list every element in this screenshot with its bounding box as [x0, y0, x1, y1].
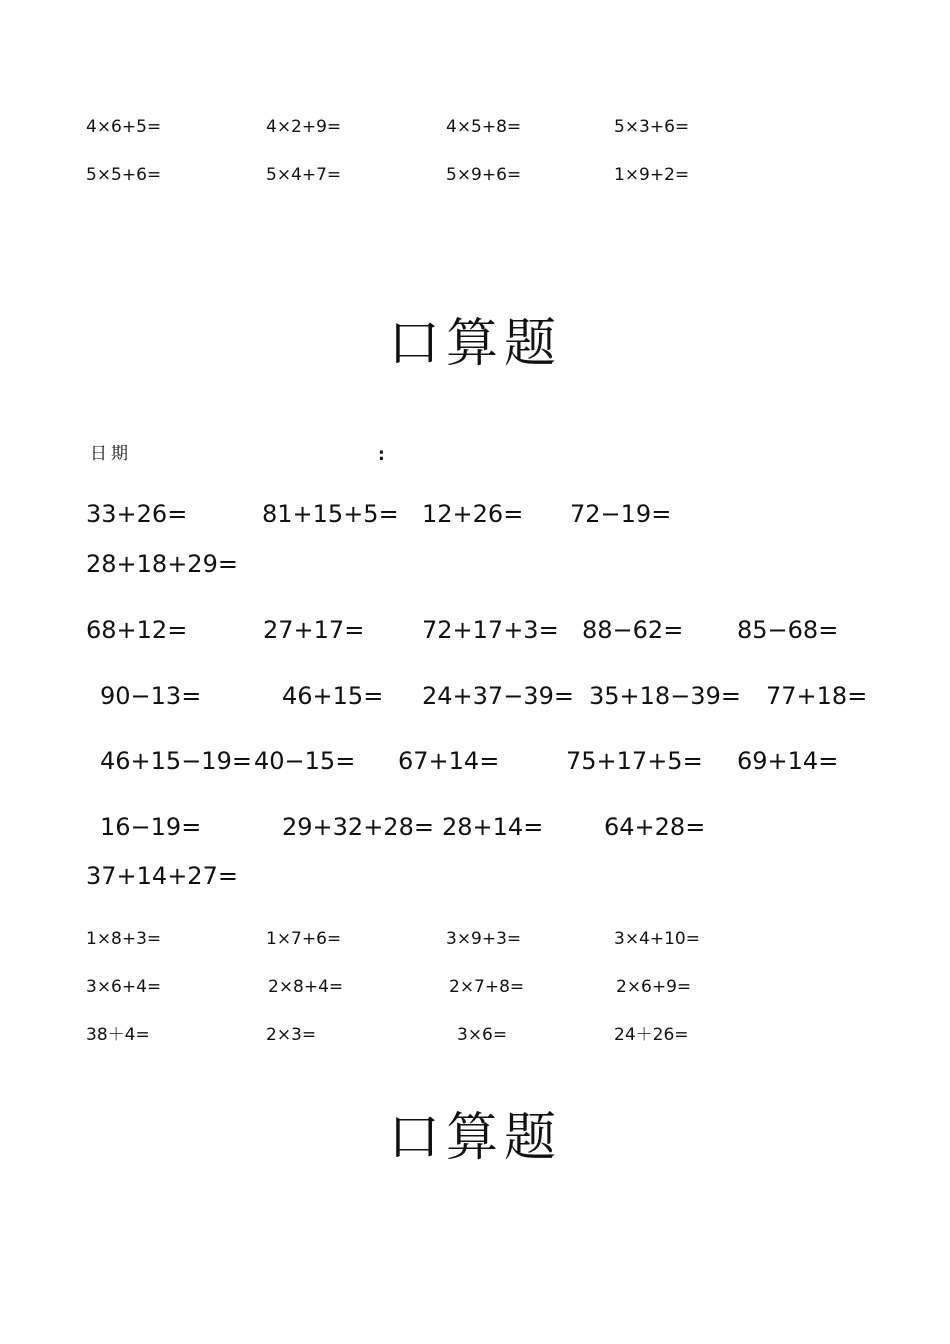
problem: 85−68=	[737, 616, 839, 644]
problem: 2×6+9=	[616, 977, 692, 997]
problem: 88−62=	[582, 616, 684, 644]
problem: 40−15=	[254, 747, 356, 775]
problem: 1×8+3=	[86, 929, 162, 949]
problem: 72−19=	[570, 500, 672, 528]
problem: 27+17=	[263, 616, 365, 644]
problem: 3×9+3=	[446, 929, 522, 949]
problem: 46+15=	[282, 682, 384, 710]
problem: 90−13=	[100, 682, 202, 710]
problem: 67+14=	[398, 747, 500, 775]
page-title-2: 口算题	[387, 1108, 562, 1168]
date-label: 日期	[90, 444, 132, 464]
date-colon: :	[378, 445, 385, 465]
problem: 28+18+29=	[86, 550, 238, 578]
problem: 5×3+6=	[614, 117, 690, 137]
problem: 69+14=	[737, 747, 839, 775]
problem: 16−19=	[100, 813, 202, 841]
problem: 33+26=	[86, 500, 188, 528]
page-title: 口算题	[387, 314, 562, 374]
problem: 5×5+6=	[86, 165, 162, 185]
problem: 24＋26=	[614, 1025, 689, 1045]
problem: 75+17+5=	[566, 747, 703, 775]
problem: 28+14=	[442, 813, 544, 841]
problem: 2×7+8=	[449, 977, 525, 997]
problem: 35+18−39=	[589, 682, 741, 710]
problem: 1×9+2=	[614, 165, 690, 185]
problem: 46+15−19=	[100, 747, 252, 775]
problem: 4×2+9=	[266, 117, 342, 137]
problem: 2×3=	[266, 1025, 317, 1045]
problem: 5×9+6=	[446, 165, 522, 185]
problem: 2×8+4=	[268, 977, 344, 997]
problem: 77+18=	[766, 682, 868, 710]
problem: 3×6+4=	[86, 977, 162, 997]
problem: 24+37−39=	[422, 682, 574, 710]
problem: 29+32+28=	[282, 813, 434, 841]
problem: 81+15+5=	[262, 500, 399, 528]
problem: 5×4+7=	[266, 165, 342, 185]
problem: 12+26=	[422, 500, 524, 528]
problem: 64+28=	[604, 813, 706, 841]
problem: 3×6=	[457, 1025, 508, 1045]
problem: 3×4+10=	[614, 929, 700, 949]
problem: 1×7+6=	[266, 929, 342, 949]
problem: 4×6+5=	[86, 117, 162, 137]
problem: 37+14+27=	[86, 862, 238, 890]
problem: 4×5+8=	[446, 117, 522, 137]
problem: 72+17+3=	[422, 616, 559, 644]
problem: 68+12=	[86, 616, 188, 644]
problem: 38＋4=	[86, 1025, 150, 1045]
